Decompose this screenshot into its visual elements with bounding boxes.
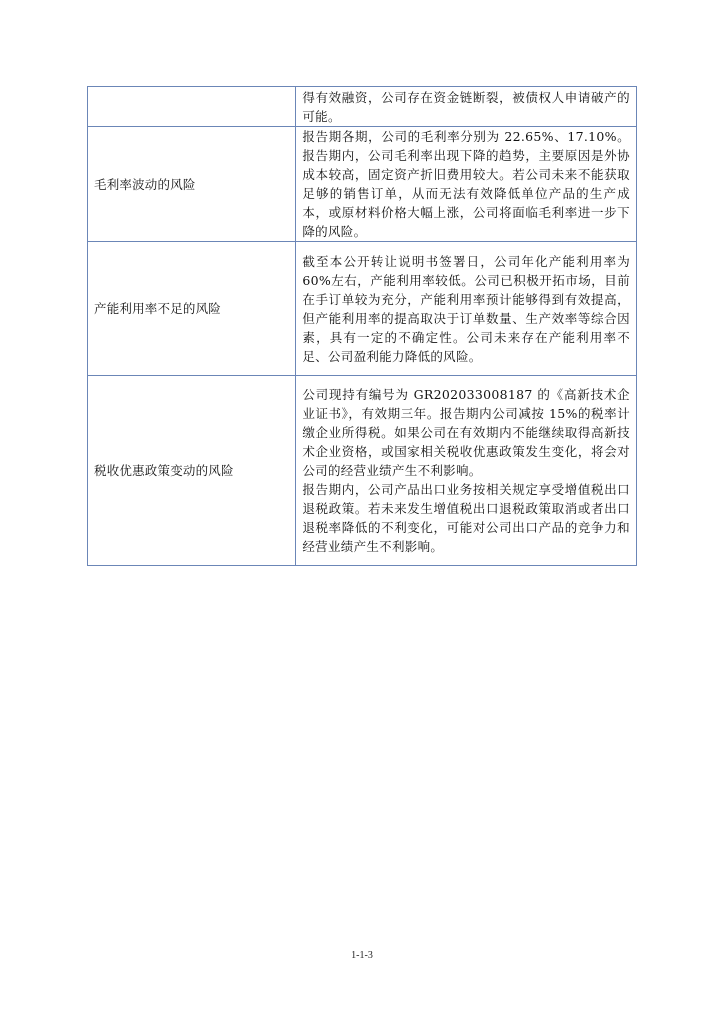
- risk-description: 公司现持有编号为 GR202033008187 的《高新技术企业证书》，有效期三年。报告期内公司减按 15%的税率计缴企业所得税。如果公司在有效期内不能继续取得高新技术企业资格，或国家相关税收优惠政策发生变化，将会对公司的经营业绩产生不利影响。: [302, 387, 630, 478]
- table-row: [88, 127, 637, 242]
- page-number: 1-1-3: [351, 950, 373, 961]
- risk-description-cell: [296, 376, 637, 566]
- risk-label: 税收优惠政策变动的风险: [94, 463, 234, 478]
- risk-description-cell: [296, 127, 637, 242]
- risk-label-cell: [88, 376, 296, 566]
- risk-description: 得有效融资，公司存在资金链断裂，被债权人申请破产的可能。: [302, 89, 630, 124]
- risk-label: 毛利率波动的风险: [94, 176, 196, 192]
- risk-description: 报告期各期，公司的毛利率分别为 22.65%、17.10%。报告期内，公司毛利率出现下降的趋势，主要原因是外协成本较高，固定资产折旧费用较大。若公司未来不能获取足够的销售订单，从而无法有效降低单位产品的生产成本，或原材料价格大幅上涨，公司将面临毛利率进一步下降的风险。: [302, 129, 630, 239]
- table-row: [88, 242, 637, 376]
- risk-description-cell: [296, 242, 637, 376]
- table-row: [88, 376, 637, 566]
- risk-label-cell: [88, 242, 296, 376]
- risk-label-cell: [88, 127, 296, 242]
- risk-factors-table: [87, 86, 637, 566]
- risk-description: 报告期内，公司产品出口业务按相关规定享受增值税出口退税政策。若未来发生增值税出口退税政策取消或者出口退税率降低的不利变化，可能对公司出口产品的竞争力和经营业绩产生不利影响。: [302, 482, 630, 554]
- risk-label-cell: [88, 87, 296, 127]
- table-row: [88, 87, 637, 127]
- risk-description: 截至本公开转让说明书签署日，公司年化产能利用率为 60%左右，产能利用率较低。公司已积极开拓市场，目前在手订单较为充分，产能利用率预计能够得到有效提高，但产能利用率的提高取决于订单数量、生产效率等综合因素，具有一定的不确定性。公司未来存在产能利用率不足、公司盈利能力降低的风险。: [302, 253, 630, 364]
- risk-description-cell: [296, 87, 637, 127]
- risk-label: 产能利用率不足的风险: [94, 301, 222, 316]
